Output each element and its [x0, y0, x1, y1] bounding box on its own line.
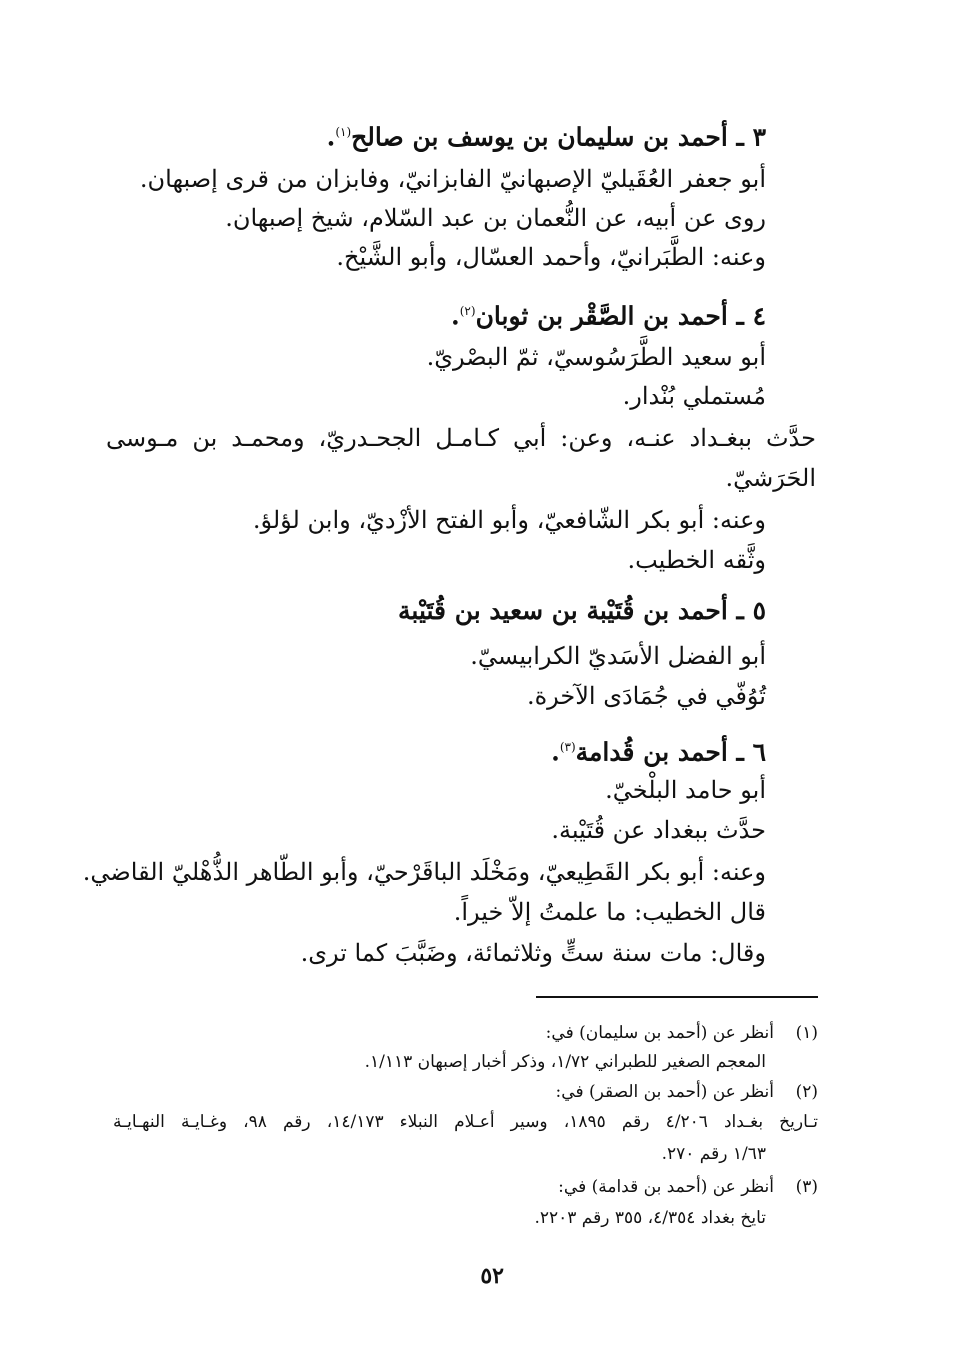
footnote-number: (٣)	[795, 1177, 818, 1197]
heading-period: .	[451, 301, 460, 331]
footnote-line: المعجم الصغير للطبراني ١/٧٢، وذكر أخبار إصبهان ١/١١٣.	[364, 1052, 766, 1072]
footnote-line: تايخ بغداد ٤/٣٥٤، ٣٥٥ رقم ٢٢٠٣.	[534, 1208, 766, 1228]
entry-heading-text: ٤ ـ أحمد بن الصَّقْر بن ثوبان	[475, 301, 766, 331]
heading-period: .	[326, 122, 336, 152]
entry-3-heading	[327, 117, 766, 152]
entry-line: وعنه: أبو بكر القَطِيعيّ، ومَخْلَد الباقَرْحيّ، وأبو الطّاهر الذُّهْليّ القاضي.	[82, 858, 766, 886]
entry-line: مُستملي بُنْدار.	[622, 382, 766, 410]
footnote-line: أنظر عن (أحمد بن سليمان) في:	[545, 1023, 774, 1043]
footnote-line: أنظر عن (أحمد بن قدامة) في:	[558, 1177, 774, 1197]
entry-line: تُوُفّي في جُمَادَى الآخرة.	[526, 682, 766, 710]
entry-line: أبو حامد البلْخيّ.	[605, 776, 766, 804]
entry-line: وقال: مات سنة ستٍّ وثلاثمائة، وضَبَّبَ كما ترى.	[300, 939, 766, 967]
entry-heading-text: ٣ ـ أحمد بن سليمان بن يوسف بن صالح	[351, 122, 766, 152]
footnote-line: أنظر عن (أحمد بن الصقر) في:	[555, 1082, 774, 1102]
entry-line: روى عن أبيه، عن النُّعمان بن عبد السّلام، شيخ إصبهان.	[225, 204, 766, 232]
footnote-ref: (٣)	[559, 740, 576, 754]
entry-line: قال الخطيب: ما علمتُ إلاّ خيراً.	[453, 898, 766, 926]
entry-line-justified: حدَّث ببغـداد عنـه، وعن: أبي كـامـل الجحـدريّ، ومحمـد بن مـوسى	[106, 424, 816, 452]
entry-line: أبو سعيد الطَّرَسُوسيّ، ثمّ البصْريّ.	[426, 343, 766, 371]
entry-line: أبو الفضل الأسَديّ الكرابيسيّ.	[470, 642, 766, 670]
footnote-line-justified: تـاريخ بغـداد ٤/٢٠٦ رقم ١٨٩٥، وسير أعـلام النبلاء ١٤/١٧٣، رقم ٩٨، وغـايـة النهـايـة	[113, 1112, 818, 1132]
entry-4-heading	[451, 296, 766, 331]
entry-heading-text: ٦ ـ أحمد بن قُدامة	[575, 737, 766, 767]
entry-line: أبو جعفر العُقَيليّ الإصبهانيّ الفابزانيّ، وفابزان من قرى إصبهان.	[139, 165, 766, 193]
footnote-number: (١)	[795, 1023, 818, 1043]
entry-6-heading	[551, 732, 766, 767]
entry-line: وعنه: الطَّبَرانيّ، وأحمد العسّال، وأبو الشَّيْخ.	[336, 243, 766, 271]
page-number: ٥٢	[480, 1263, 504, 1289]
footnote-ref: (٢)	[459, 304, 476, 318]
heading-period: .	[551, 737, 560, 767]
footnote-line: ١/٦٣ رقم ٢٧٠.	[661, 1144, 766, 1164]
entry-line: حدَّث ببغداد عن قُتَيْبة.	[551, 816, 766, 844]
entry-line: وعنه: أبو بكر الشّافعيّ، وأبو الفتح الأزْديّ، وابن لؤلؤ.	[252, 506, 766, 534]
footnote-number: (٢)	[795, 1082, 818, 1102]
entry-5-heading	[398, 596, 766, 626]
footnote-ref: (١)	[335, 125, 352, 139]
entry-heading-text: ٥ ـ أحمد بن قُتَيْبة بن سعيد بن قُتَيْبة	[398, 596, 766, 625]
entry-line: وثَّقه الخطيب.	[627, 546, 766, 574]
footnote-separator	[536, 996, 818, 998]
entry-line: الحَرَشيّ.	[725, 464, 816, 492]
